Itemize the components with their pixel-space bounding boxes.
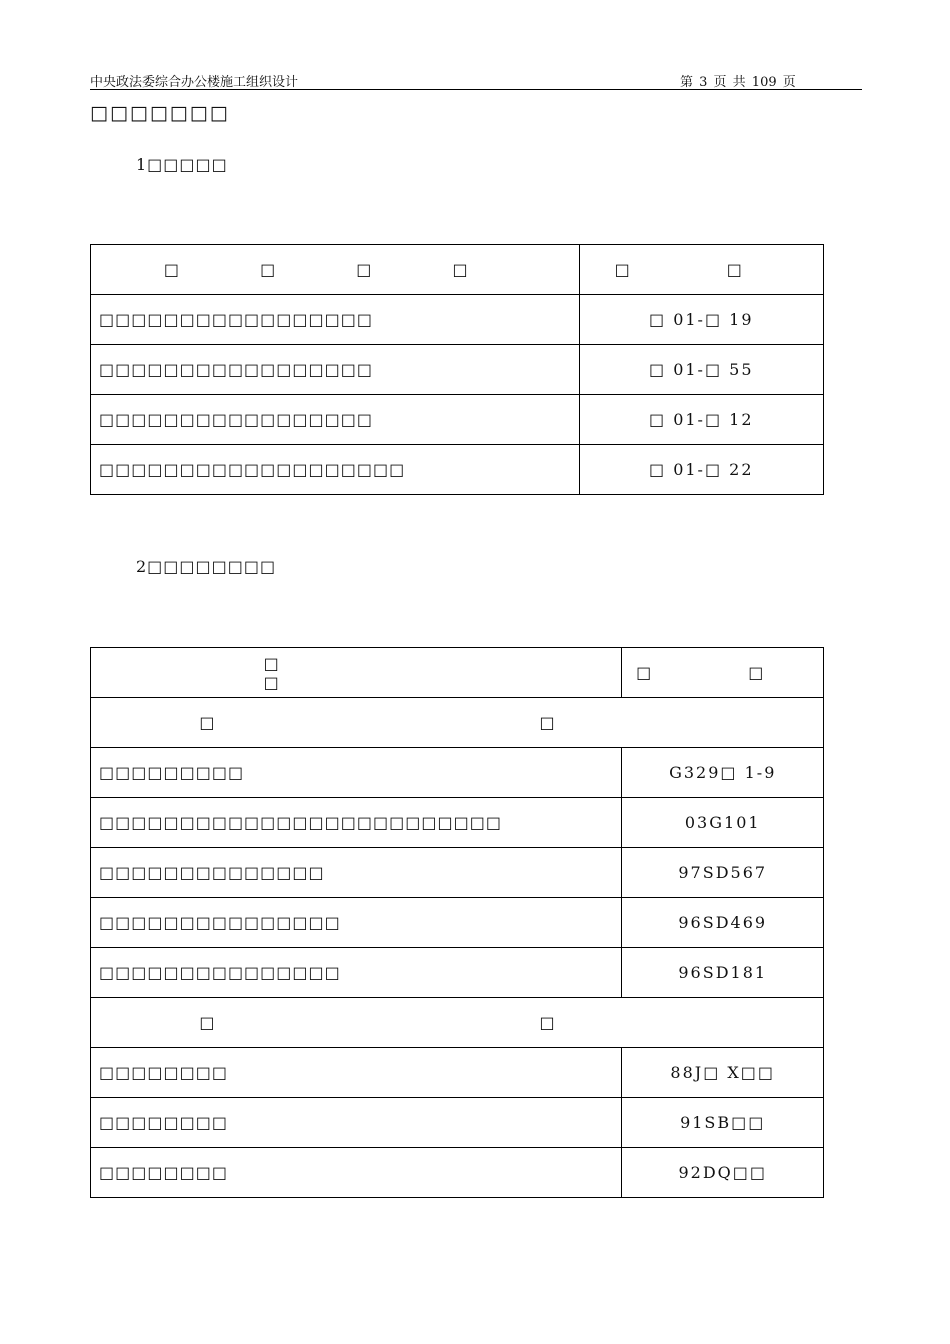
row-code: □ 01-□ 19 [579, 295, 824, 345]
group-label-1: □ □ [91, 698, 824, 748]
section-heading: □□□□□□□ [90, 102, 230, 124]
row-name: □□□□□□□□ [91, 1048, 622, 1098]
row-name: □□□□□□□□□□□□□□□□□ [91, 345, 580, 395]
row-name: □□□□□□□□□□□□□□□□□ [91, 295, 580, 345]
table-row [91, 798, 824, 848]
row-code: 91SB□□ [622, 1098, 824, 1148]
table-row [91, 295, 824, 345]
row-code: 03G101 [622, 798, 824, 848]
row-code: □ 01-□ 12 [579, 395, 824, 445]
subsection-title-1: 1□□□□□ [136, 155, 228, 174]
row-name: □□□□□□□□ [91, 1098, 622, 1148]
page-header [90, 70, 862, 90]
table-row [91, 948, 824, 998]
page-number: 第 3 页 共 109 页 [680, 75, 796, 90]
subsection-title-2: 2□□□□□□□□ [136, 557, 277, 576]
table-row [91, 1098, 824, 1148]
table-row [91, 898, 824, 948]
column-header-code: □ □ [622, 648, 824, 698]
table-row [91, 1148, 824, 1198]
row-name: □□□□□□□□□□□□□□□□□ [91, 395, 580, 445]
row-code: □ 01-□ 55 [579, 345, 824, 395]
table-header-row [91, 648, 824, 698]
column-header-name: □ □ □ □ [91, 245, 580, 295]
standards-table [90, 647, 824, 1198]
row-name: □□□□□□□□□□□□□□ [91, 848, 622, 898]
table-row [91, 848, 824, 898]
table-row [91, 445, 824, 495]
row-name: □□□□□□□□□□□□□□□□□□□ [91, 445, 580, 495]
row-code: □ 01-□ 22 [579, 445, 824, 495]
row-code: 96SD469 [622, 898, 824, 948]
row-name: □□□□□□□□ [91, 1148, 622, 1198]
drawings-table [90, 244, 824, 495]
group-row [91, 998, 824, 1048]
row-name: □□□□□□□□□ [91, 748, 622, 798]
column-header-code: □ □ [579, 245, 824, 295]
row-code: 97SD567 [622, 848, 824, 898]
table-header-row [91, 245, 824, 295]
row-name: □□□□□□□□□□□□□□□ [91, 898, 622, 948]
document-title: 中央政法委综合办公楼施工组织设计 [90, 75, 299, 90]
table-row [91, 395, 824, 445]
table-row [91, 1048, 824, 1098]
column-header-name: □ □ [91, 648, 622, 698]
group-label-2: □ □ [91, 998, 824, 1048]
table-row [91, 345, 824, 395]
row-name: □□□□□□□□□□□□□□□ [91, 948, 622, 998]
row-code: 88J□ X□□ [622, 1048, 824, 1098]
row-code: 96SD181 [622, 948, 824, 998]
group-row [91, 698, 824, 748]
table-row [91, 748, 824, 798]
row-name: □□□□□□□□□□□□□□□□□□□□□□□□□ [91, 798, 622, 848]
row-code: G329□ 1-9 [622, 748, 824, 798]
row-code: 92DQ□□ [622, 1148, 824, 1198]
